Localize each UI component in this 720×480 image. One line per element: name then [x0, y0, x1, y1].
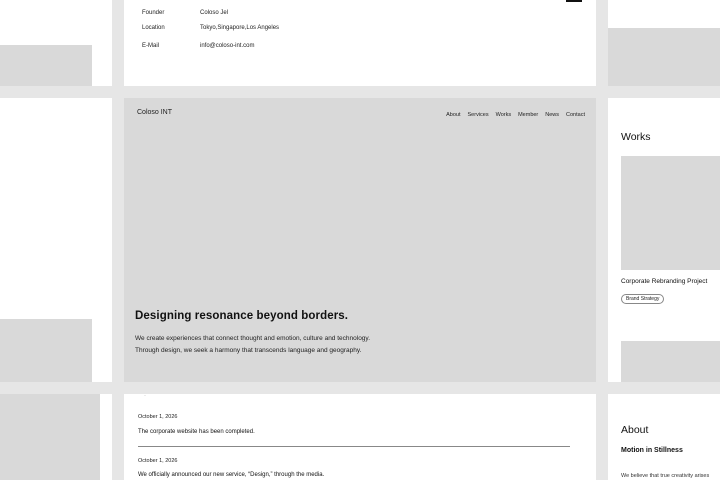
right-top-panel [608, 0, 720, 86]
info-value: Tokyo,Singapore,Los Angeles [200, 25, 280, 31]
hero-description-line: We create experiences that connect thought and emotion, culture and technology. [135, 335, 370, 342]
info-value: Coloso Jel [200, 10, 229, 16]
image-placeholder [0, 394, 100, 480]
info-label: E-Mail [142, 43, 160, 49]
news-date: October 1, 2026 [138, 458, 178, 464]
work-tag[interactable]: Brand Strategy [621, 294, 664, 304]
image-placeholder [608, 28, 720, 86]
company-info-panel [124, 0, 596, 86]
decorative-bar [566, 0, 582, 2]
nav-about[interactable]: About [446, 112, 461, 118]
works-title: Works [621, 131, 651, 143]
nav-services[interactable]: Services [467, 112, 489, 118]
work-thumbnail[interactable] [621, 341, 720, 382]
image-placeholder [0, 45, 92, 86]
main-nav [446, 112, 585, 118]
work-thumbnail[interactable] [621, 156, 720, 270]
about-panel [608, 394, 720, 480]
nav-contact[interactable]: Contact [566, 112, 585, 118]
info-label: Location [142, 25, 165, 31]
work-item-title[interactable]: Corporate Rebranding Project [621, 278, 708, 285]
news-date: October 1, 2026 [138, 414, 178, 420]
brand-logo[interactable]: Coloso INT [137, 109, 173, 116]
about-title: About [621, 424, 649, 436]
divider [138, 446, 570, 447]
news-item-link[interactable]: The corporate website has been completed. [138, 429, 255, 435]
news-panel [124, 394, 596, 480]
works-panel [608, 98, 720, 382]
email-link[interactable]: info@coloso-int.com [200, 43, 255, 49]
about-body: We believe that true creativity arises [621, 473, 710, 479]
nav-works[interactable]: Works [495, 112, 512, 118]
hero-title: Designing resonance beyond borders. [135, 310, 349, 322]
left-mid-panel [0, 98, 112, 382]
left-bottom-panel [0, 394, 112, 480]
decorative-mark: · [144, 394, 146, 399]
image-placeholder [0, 319, 92, 382]
nav-news[interactable]: News [545, 112, 560, 118]
hero-description-line: Through design, we seek a harmony that transcends language and geography. [135, 347, 362, 354]
about-subtitle: Motion in Stillness [621, 447, 683, 454]
hero-panel [124, 98, 596, 382]
left-top-panel [0, 0, 112, 86]
nav-member[interactable]: Member [518, 112, 539, 118]
news-item-link[interactable]: We officially announced our new service, “Design,” through the media. [138, 472, 325, 478]
info-label: Founder [142, 10, 165, 16]
